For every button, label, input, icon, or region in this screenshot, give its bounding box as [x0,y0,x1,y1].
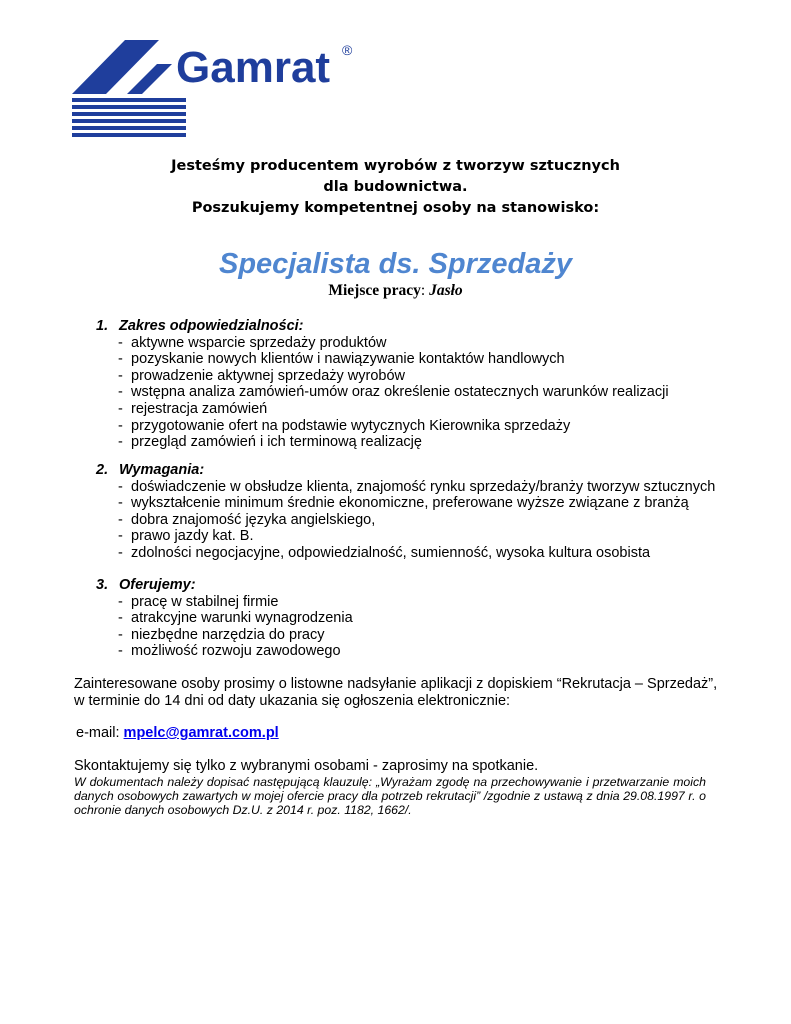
location-value: Jasło [429,282,463,299]
job-title: Specjalista ds. Sprzedaży [219,248,572,280]
list-item: - pracę w stabilnej firmie [118,594,353,611]
logo-registered-mark: ® [342,42,353,58]
job-location [0,282,791,300]
list-item: - niezbędne narzędzia do pracy [118,627,353,644]
section-responsibilities [96,318,669,451]
list-item: - prowadzenie aktywnej sprzedaży wyrobów [118,368,669,385]
list-item: - aktywne wsparcie sprzedaży produktów [118,335,669,352]
logo-wordmark: Gamrat [176,43,331,92]
list-item: - przygotowanie ofert na podstawie wytycznych Kierownika sprzedaży [118,418,669,435]
application-info-line-2: w terminie do 14 dni od daty ukazania się ogłoszenia elektronicznie: [74,693,511,709]
offer-list [96,594,353,660]
email-label: e-mail: [76,725,124,741]
section-number: 1. [96,318,109,334]
intro-block [0,156,791,219]
intro-line-1: Jesteśmy producentem wyrobów z tworzyw sztucznych [171,158,620,174]
application-info-line-1: Zainteresowane osoby prosimy o listowne nadsyłanie aplikacji z dopiskiem “Rekrutacja – Sprzedaż”, [74,676,718,692]
intro-line-2: dla budownictwa. [323,179,468,195]
list-item: - dobra znajomość języka angielskiego, [118,512,715,529]
contact-note: Skontaktujemy się tylko z wybranymi osobami - zaprosimy na spotkanie. [74,758,539,774]
location-separator: : [420,282,430,299]
intro-line-3: Poszukujemy kompetentnej osoby na stanowisko: [191,200,600,216]
list-item: - prawo jazdy kat. B. [118,528,715,545]
section-requirements [96,462,715,562]
section-title: Wymagania: [119,462,205,478]
list-item: - przegląd zamówień i ich terminową realizację [118,434,669,451]
section-title: Oferujemy: [119,577,196,593]
responsibilities-list [96,335,669,451]
section-heading [96,462,715,479]
list-item: - zdolności negocjacyjne, odpowiedzialność, sumienność, wysoka kultura osobista [118,545,715,562]
email-line [76,725,279,742]
section-number: 3. [96,577,109,593]
logo-graphic [72,38,372,138]
list-item: - pozyskanie nowych klientów i nawiązywanie kontaktów handlowych [118,351,669,368]
section-title: Zakres odpowiedzialności: [119,318,304,334]
location-label: Miejsce pracy [328,282,421,299]
email-link[interactable]: mpelc@gamrat.com.pl [123,725,279,741]
requirements-list [96,479,715,562]
section-offer [96,577,353,660]
list-item: - możliwość rozwoju zawodowego [118,643,353,660]
list-item: - wykształcenie minimum średnie ekonomiczne, preferowane wyższe związane z branżą [118,495,715,512]
section-heading [96,577,353,594]
section-heading [96,318,669,335]
list-item: - rejestracja zamówień [118,401,669,418]
list-item: - wstępna analiza zamówień-umów oraz określenie ostatecznych warunków realizacji [118,384,669,401]
section-number: 2. [96,462,109,478]
company-logo [72,38,372,138]
list-item: - doświadczenie w obsłudze klienta, znajomość rynku sprzedaży/branży tworzyw sztucznych [118,479,715,496]
gdpr-clause: W dokumentach należy dopisać następującą klauzulę: „Wyrażam zgodę na przechowywanie i przetwarzanie moich danych osobowych zawartych w mojej ofercie pracy dla potrzeb rekrutacji” /zgodnie z ustawą z dnia 29.08.1997 r. o ochronie danych osobowych Dz.U. z 2014 r. poz. 1182, 1662/. [74,775,706,818]
list-item: - atrakcyjne warunki wynagrodzenia [118,610,353,627]
